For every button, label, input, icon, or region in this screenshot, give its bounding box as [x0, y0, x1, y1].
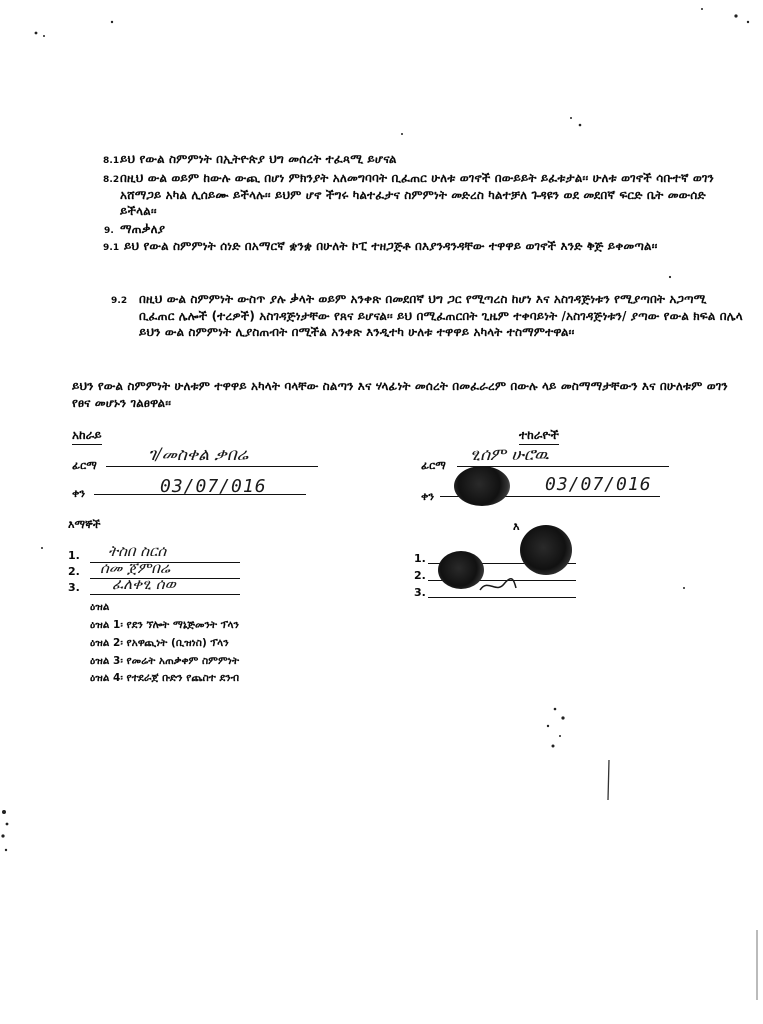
clause-text: በዚህ ውል ስምምነት ውስጥ ያሉ ቃላት ወይም አንቀጽ በመደበኛ ህግ ጋር የሚጣረስ ከሆነ እና አስገዳጅነቱን የሚያጣበት አጋጣሚ ቢፈጠር ሌሎች (ተረዎች) አስገዳጅነታቸው የጸና ይሆናል፡፡ ይህ በሚፈጠርበት ጊዜም ተቀባይነት /አስገዳጅነቱን/ ያጣው የውል ክፍል በሌላ ይህን ውል ስምምነት ሊያስጠብት በሚችል አንቀጽ እንዲተካ ሁለቱ ተዋዋይ አካላት ተስማምተዋል፡፡ [139, 292, 743, 339]
annex-item: ዕዝል 1፡ የደን ኘሎት ማኔጅመንት ፕላን [90, 619, 240, 631]
clause-8-2 [103, 170, 745, 220]
witness-number: 3. [414, 586, 426, 599]
right-witness-heading: እ [513, 520, 520, 533]
witness-line [90, 594, 240, 595]
clause-8-1 [103, 151, 740, 168]
witness-line [428, 597, 576, 598]
clause-number: 8.1 [103, 156, 120, 166]
tenants-date-label: ቀን [421, 490, 435, 503]
clause-number: 9.2 [111, 296, 128, 306]
witness-number: 1. [68, 549, 80, 562]
landlord-signature-line [106, 466, 318, 467]
landlord-signature-label: ፊርማ [72, 459, 97, 472]
tenants-heading: ተከራዮች [519, 428, 559, 445]
landlord-signature: ገ/መስቀል ቃበሬ [148, 445, 249, 465]
tenants-date: 03/07/016 [545, 474, 652, 495]
clause-text: በዚህ ውል ወይም ከውሉ ውጪ በሆነ ምክንያት አለመግባባት ቢፈጠር ሁለቱ ወገኖች በውይይት ይፈቱታል፡፡ ሁለቱ ወገኖች ሳቡተኛ ወገን አሸማጋይ አካል ሊሰይሙ ይችላሉ፡፡ ይህም ሆኖ ችግሩ ካልተፈታና ስምምነት መድረስ ካልተቻለ ጉዳዩን ወደ መደበኛ ፍርድ ቤት መውሰድ ይችላል፡፡ [120, 171, 714, 218]
witness-signature: ፈለቀፂ ሰወ [112, 575, 176, 593]
annex-item: ዕዝል 2፡ የአዋጪነት (ቢዝነስ) ፕላን [90, 637, 229, 649]
witness-signature: ሰመ ጀምበሬ [100, 559, 170, 577]
witness-signature: ትስበ ስርሰ [108, 542, 167, 560]
annex-item: ዕዝል 3፡ የመሬት አጠቃቀም ስምምነት [90, 655, 240, 667]
clause-9-heading [104, 221, 420, 238]
witness-number: 1. [414, 552, 426, 565]
thumbprint [454, 466, 510, 506]
clause-number: 9.1 [103, 243, 120, 253]
closing-statement: ይህን የውል ስምምነት ሁለቱም ተዋዋይ አካላት ባላቸው ስልጣን እና ሃላፊነት መሰረት በመፈራረም በውሉ ላይ መስማማታቸውን እና በሁለቱም ወገን የፀና መሆኑን ገልፀዋል፡፡ [72, 379, 728, 410]
witness-number: 2. [414, 569, 426, 582]
thumbprint [520, 525, 572, 575]
tenants-signature: ፂሰም ሁሮዉ [470, 445, 549, 465]
clause-number: 8.2 [103, 175, 120, 185]
clause-9-1 [103, 238, 744, 255]
clause-9-2 [111, 291, 745, 341]
landlord-heading: አከራይ [72, 428, 102, 445]
witness-number: 2. [68, 565, 80, 578]
clause-text: ይህ የውል ስምምነት ሰነድ በአማርኛ ቋንቋ በሁለት ኮፒ ተዘጋጅቶ በእያንዳንዳቸው ተዋዋይ ወገኖች እንድ ቅጅ ይቀመጣል፡፡ [124, 239, 658, 253]
clause-text: ይህ የውል ስምምነት በኢትዮጵያ ህግ መሰረት ተፈጻሚ ይሆናል [120, 152, 397, 166]
clause-text: ማጠቃለያ [120, 222, 166, 236]
landlord-date: 03/07/016 [160, 476, 267, 497]
witness-scribble [478, 576, 518, 596]
witnesses-heading: እማኞች [68, 518, 101, 531]
witness-number: 3. [68, 581, 80, 594]
annex-item: ዕዝል 4፡ የተደራጀ ቡድን የጨስተ ደንብ [90, 672, 240, 684]
clause-number: 9. [104, 226, 114, 236]
landlord-date-label: ቀን [72, 487, 86, 500]
tenants-signature-label: ፊርማ [421, 459, 446, 472]
annex-heading: ዕዝል [90, 601, 110, 613]
